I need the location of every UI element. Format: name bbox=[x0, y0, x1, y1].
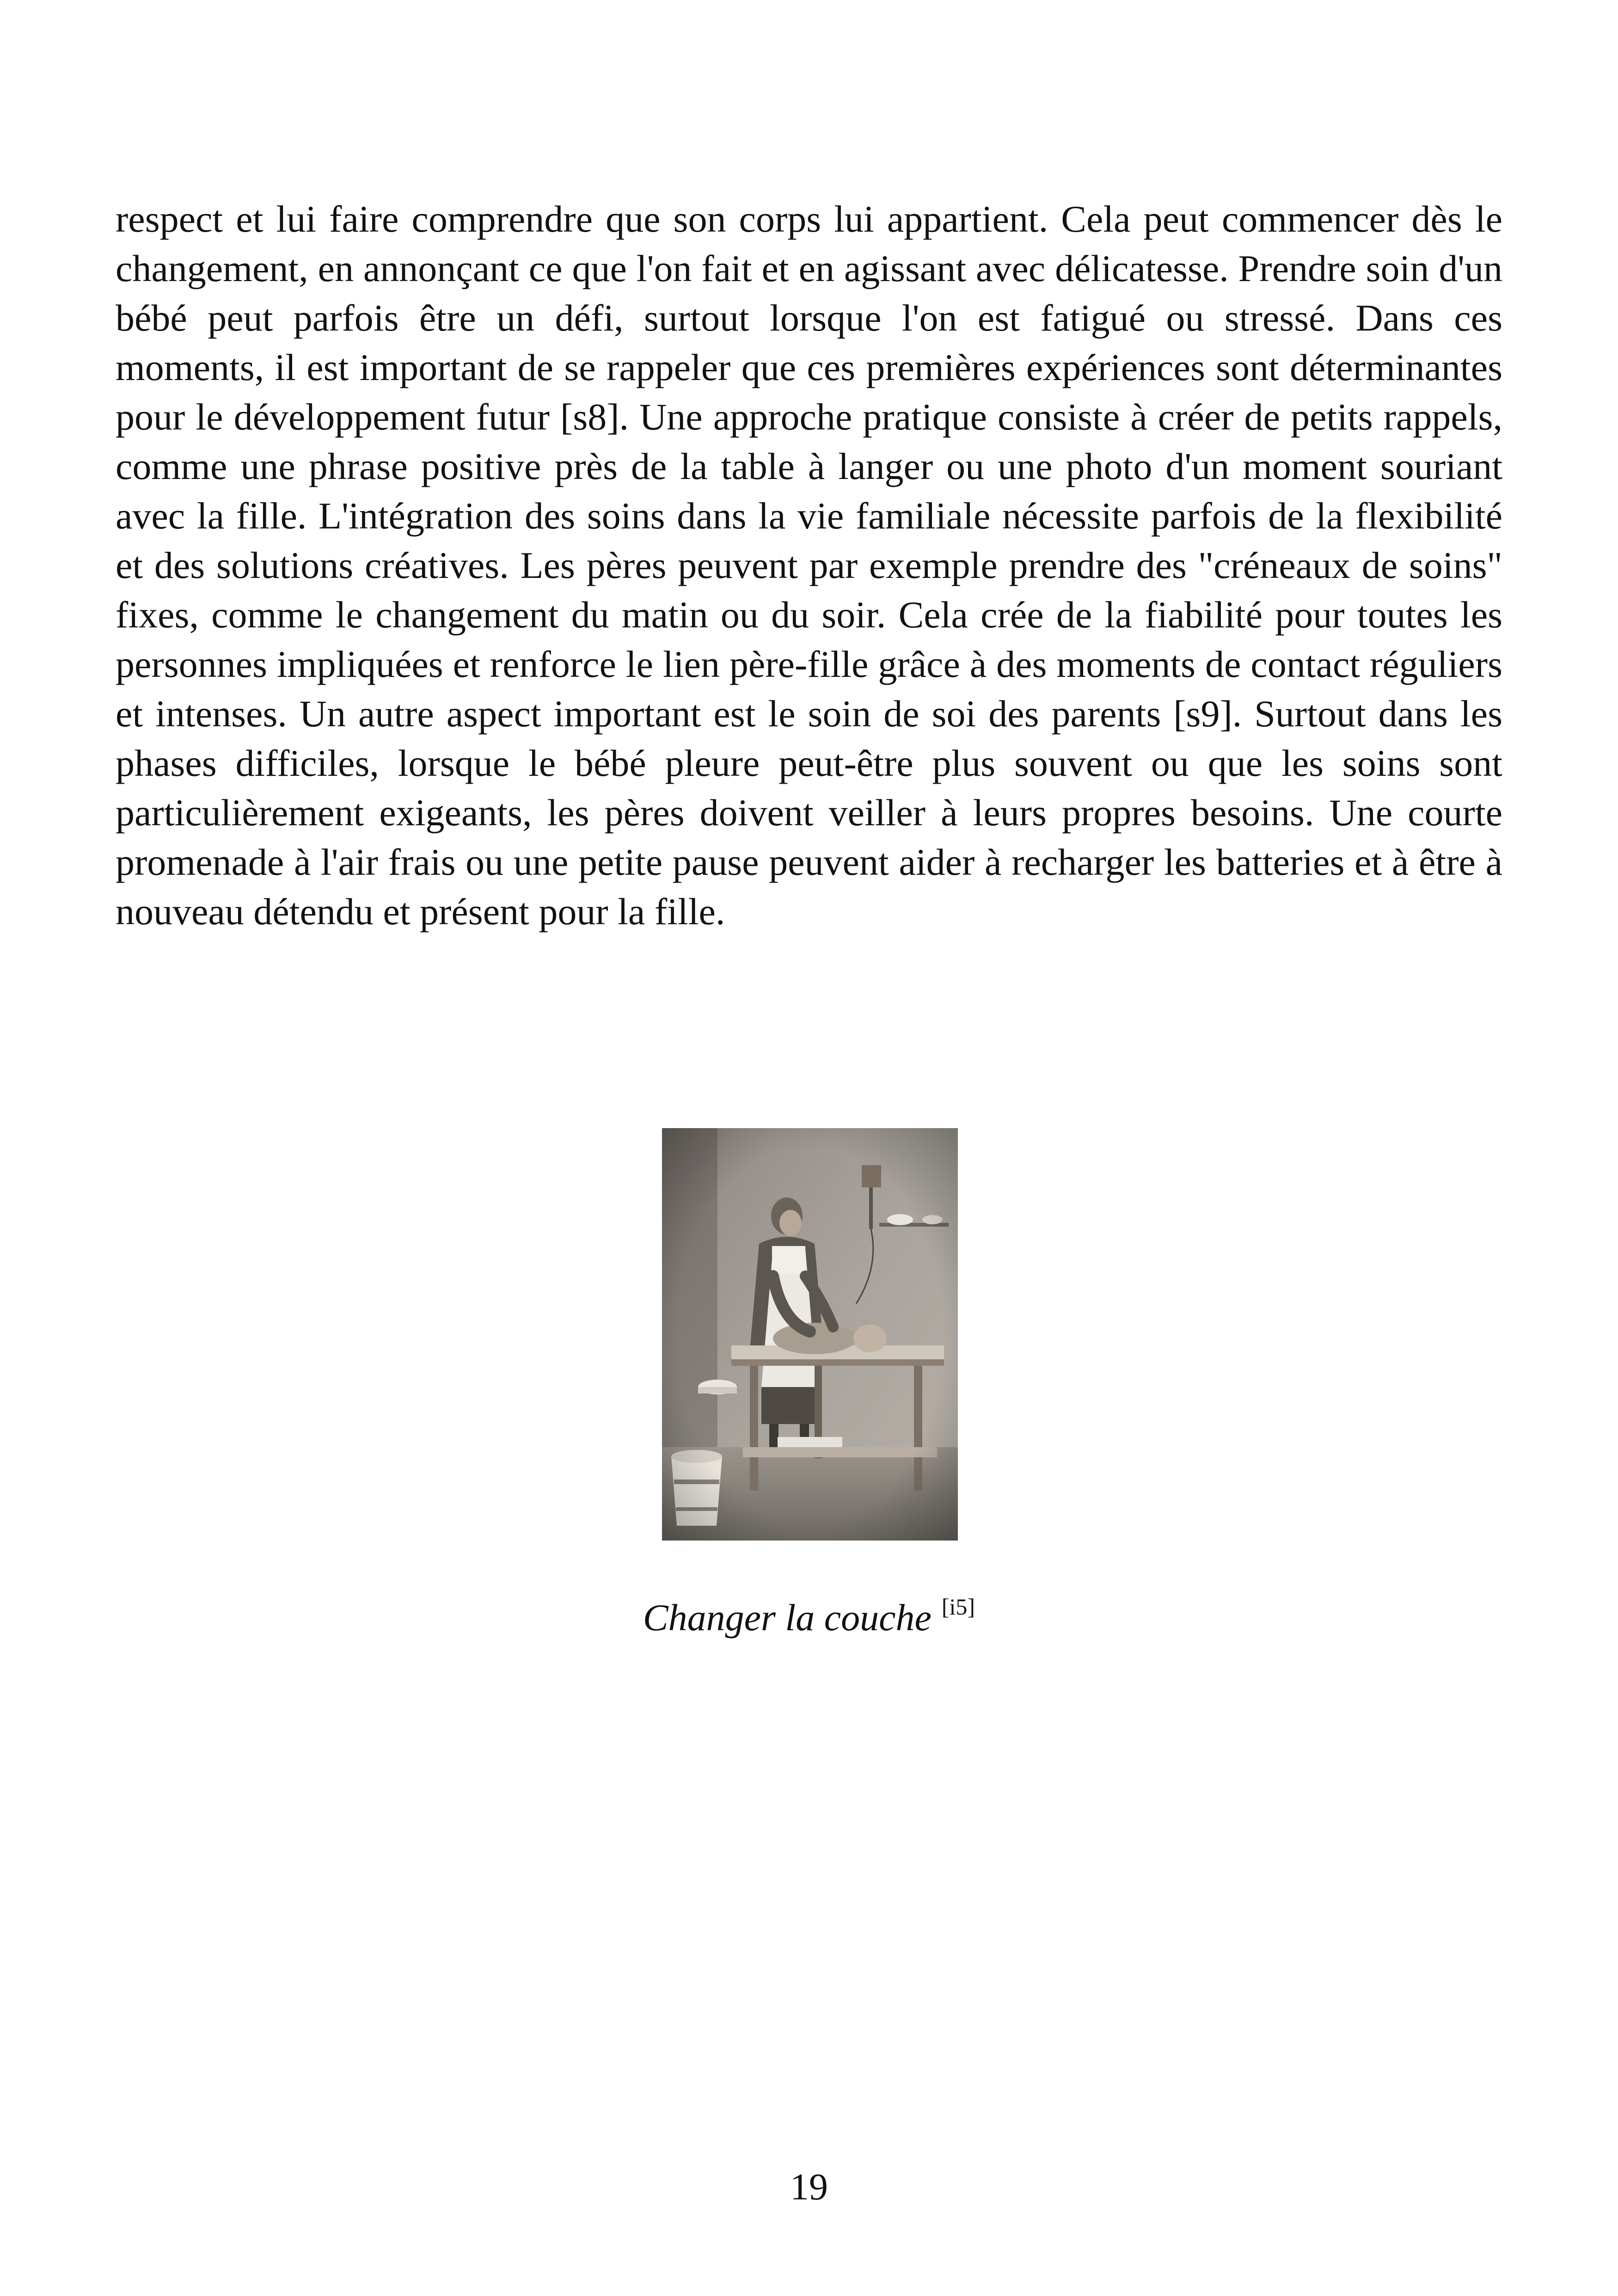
figure-photo bbox=[662, 1128, 958, 1541]
caption-title: Changer la couche bbox=[643, 1596, 932, 1639]
body-paragraph: respect et lui faire comprendre que son corps lui appartient. Cela peut commencer dès le changement, en annonçant ce que l'on fait et en agissant avec délicatesse. Prendre soin d'un bébé peut parfois être un défi, surtout lorsque l'on est fatigué ou stressé. Dans ces moments, il est important de se rappeler que ces premières expériences sont déterminantes pour le développement futur [s8]. Une approche pratique consiste à créer de petits rappels, comme une phrase positive près de la table à langer ou une photo d'un moment souriant avec la fille. L'intégration des soins dans la vie familiale nécessite parfois de la flexibilité et des solutions créatives. Les pères peuvent par exemple prendre des "créneaux de soins" fixes, comme le changement du matin ou du soir. Cela crée de la fiabilité pour toutes les personnes impliquées et renforce le lien père-fille grâce à des moments de contact réguliers et intenses. Un autre aspect important est le soin de soi des parents [s9]. Surtout dans les phases difficiles, lorsque le bébé pleure peut-être plus souvent ou que les soins sont particulièrement exigeants, les pères doivent veiller à leurs propres besoins. Une courte promenade à l'air frais ou une petite pause peuvent aider à recharger les batteries et à être à nouveau détendu et présent pour la fille. bbox=[116, 198, 1502, 933]
caption-reference: [i5] bbox=[941, 1594, 975, 1620]
page-number: 19 bbox=[790, 2166, 828, 2208]
figure-caption bbox=[0, 1581, 1618, 1643]
